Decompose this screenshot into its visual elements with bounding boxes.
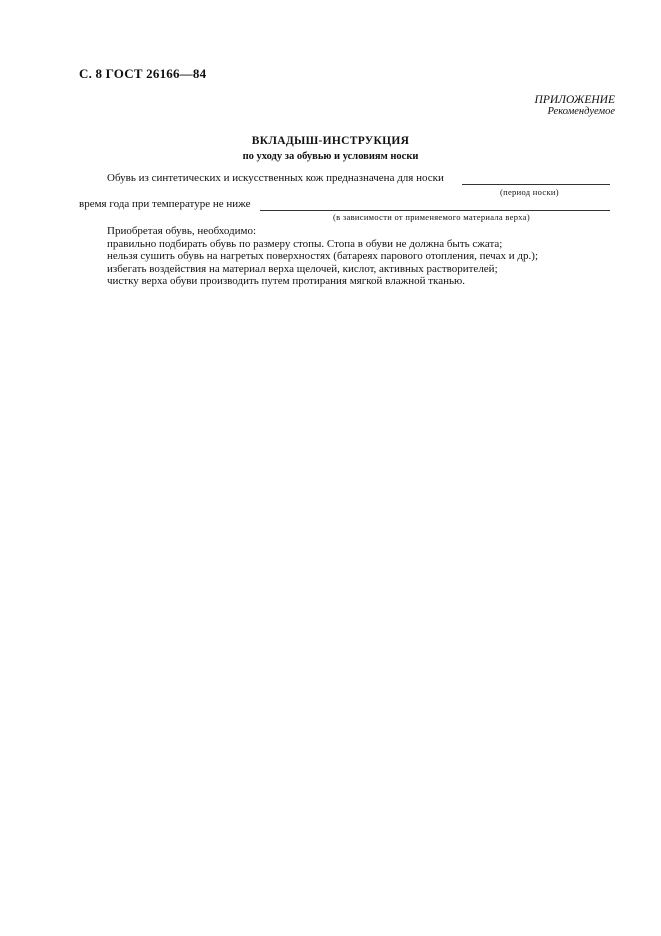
instruction-item: нельзя сушить обувь на нагретых поверхностях (батареях парового отопления, печах и др.); [107,250,538,262]
wear-period-blank [462,184,610,185]
wear-period-caption: (период носки) [500,187,559,197]
temperature-blank [260,210,610,211]
document-subtitle: по уходу за обувью и условиям носки [242,151,419,162]
appendix-status: Рекомендуемое [547,106,615,117]
document-title: ВКЛАДЫШ-ИНСТРУКЦИЯ [251,135,410,147]
page-header: С. 8 ГОСТ 26166—84 [79,66,207,81]
temperature-caption: (в зависимости от применяемого материала верха) [333,212,530,222]
care-instructions [107,225,538,288]
instruction-item: чистку верха обуви производить путем протирания мягкой влажной тканью. [107,275,465,287]
appendix-label-block [535,94,615,118]
instructions-intro: Приобретая обувь, необходимо: [107,225,257,237]
form-line-1-text: Обувь из синтетических и искусственных кож предназначена для носки [107,172,444,184]
instruction-item: правильно подбирать обувь по размеру стопы. Стопа в обуви не должна быть сжата; [107,237,503,250]
form-line-2-text: время года при температуре не ниже [79,198,251,210]
instruction-item: избегать воздействия на материал верха щелочей, кислот, активных растворителей; [107,262,498,275]
appendix-label: ПРИЛОЖЕНИЕ [534,94,615,106]
